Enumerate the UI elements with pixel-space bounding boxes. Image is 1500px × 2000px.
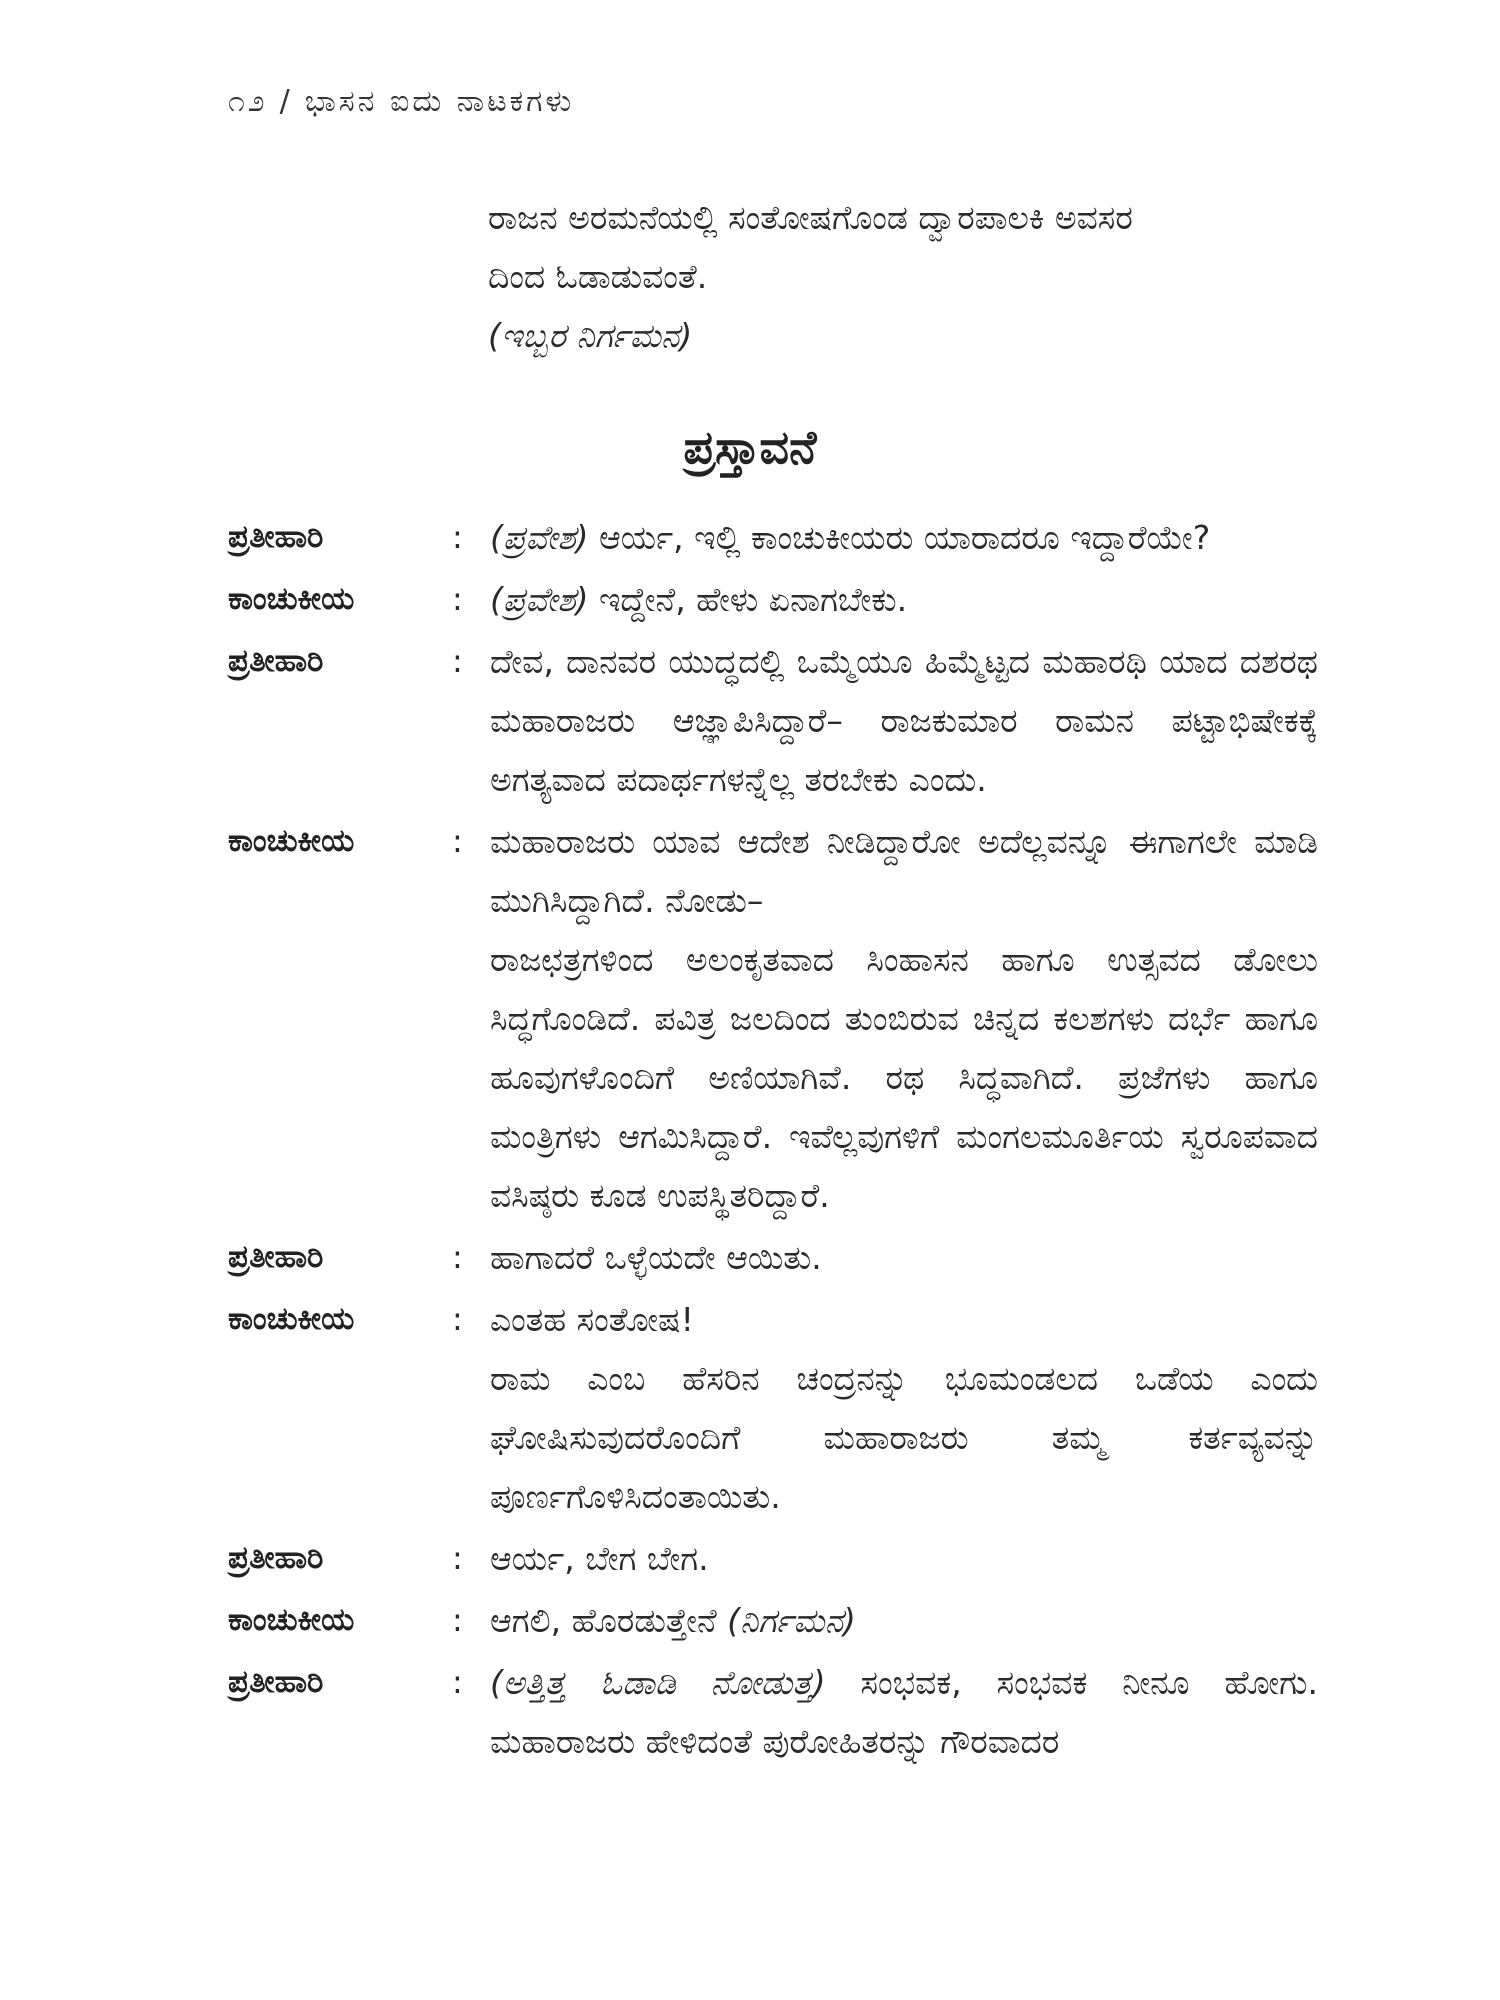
- speech-paragraph: ಮಹಾರಾಜರು ಯಾವ ಆದೇಶ ನೀಡಿದ್ದಾರೋ ಅದೆಲ್ಲವನ್ನೂ ಈಗಾಗಲೇ ಮಾಡಿ ಮುಗಿಸಿದ್ದಾಗಿದೆ. ನೋಡು–: [490, 822, 1318, 920]
- speech-body: ಸಂಭವಕ, ಸಂಭವಕ ನೀನೂ ಹೋಗು. ಮಹಾರಾಜರು ಹೇಳಿದಂತೆ ಪುರೋಹಿತರನ್ನು ಗೌರವಾದರ: [490, 1663, 1318, 1761]
- speaker-colon: :: [452, 822, 463, 860]
- dialogue-entry: [228, 1290, 1318, 1526]
- stage-direction: (ನಿರ್ಗಮನ): [727, 1601, 856, 1640]
- speech-text: ಆರ್ಯ, ಬೇಗ ಬೇಗ.: [490, 1539, 709, 1578]
- speech-text: ಹಾಗಾದರೆ ಒಳ್ಳೆಯದೇ ಆಯಿತು.: [490, 1238, 822, 1277]
- speech-paragraph: ಎಂತಹ ಸಂತೋಷ!: [490, 1300, 694, 1339]
- speaker-colon: :: [452, 518, 463, 556]
- intro-paragraph: [488, 188, 1308, 365]
- speaker-name: ಪ್ರತೀಹಾರಿ: [228, 1239, 324, 1275]
- speech-text: [490, 1290, 1318, 1526]
- speech-text: [490, 1591, 1318, 1650]
- speaker-colon: :: [452, 580, 463, 618]
- speech-text: [490, 1653, 1318, 1771]
- speech-text: ದೇವ, ದಾನವರ ಯುದ್ಧದಲ್ಲಿ ಒಮ್ಮೆಯೂ ಹಿಮ್ಮೆಟ್ಟದ ಮಹಾರಥಿ ಯಾದ ದಶರಥ ಮಹಾರಾಜರು ಆಜ್ಞಾಪಿಸಿದ್ದಾರೆ– ರಾಜಕುಮಾರ ರಾಮನ ಪಟ್ಟಾಭಿಷೇಕಕ್ಕೆ ಅಗತ್ಯವಾದ ಪದಾರ್ಥಗಳನ್ನೆಲ್ಲ ತರಬೇಕು ಎಂದು.: [490, 642, 1318, 799]
- speaker-name: ಕಾಂಚುಕೀಯ: [228, 823, 355, 859]
- stage-direction: (ಪ್ರವೇಶ): [490, 580, 589, 619]
- dialogue-entry: [228, 1591, 1318, 1650]
- speaker-colon: :: [452, 1238, 463, 1276]
- dialogue-entry: [228, 632, 1318, 809]
- speech-text: [490, 570, 1318, 629]
- speaker-name: ಪ್ರತೀಹಾರಿ: [228, 1540, 324, 1576]
- speaker-name: ಕಾಂಚುಕೀಯ: [228, 1602, 355, 1638]
- dialogue-entry: [228, 570, 1318, 629]
- speaker-name: ಕಾಂಚುಕೀಯ: [228, 1301, 355, 1337]
- dialogue-entry: [228, 1529, 1318, 1588]
- dialogue-entry: [228, 1653, 1318, 1771]
- section-title: ಪ್ರಸ್ತಾವನೆ: [683, 420, 817, 474]
- header-separator: /: [279, 84, 293, 119]
- speech-paragraph: ರಾಮ ಎಂಬ ಹೆಸರಿನ ಚಂದ್ರನನ್ನು ಭೂಮಂಡಲದ ಒಡೆಯ ಎಂದು ಘೋಷಿಸುವುದರೊಂದಿಗೆ ಮಹಾರಾಜರು ತಮ್ಮ ಕರ್ತವ್ಯವನ್ನು ಪೂರ್ಣಗೊಳಿಸಿದಂತಾಯಿತು.: [490, 1359, 1318, 1516]
- speaker-colon: :: [452, 1601, 463, 1639]
- dialogue-entry: [228, 1228, 1318, 1287]
- speaker-colon: :: [452, 1539, 463, 1577]
- running-header: [228, 84, 574, 119]
- intro-line: ದಿಂದ ಓಡಾಡುವಂತೆ.: [488, 257, 708, 296]
- dialogue-entry: [228, 508, 1318, 567]
- page-number: ೧೨: [228, 84, 268, 119]
- speaker-name: ಕಾಂಚುಕೀಯ: [228, 581, 355, 617]
- speech-body: ಆಗಲಿ, ಹೊರಡುತ್ತೇನೆ: [490, 1601, 728, 1640]
- speech-text: [490, 812, 1318, 1225]
- speech-paragraph: ರಾಜಛತ್ರಗಳಿಂದ ಅಲಂಕೃತವಾದ ಸಿಂಹಾಸನ ಹಾಗೂ ಉತ್ಸವದ ಡೋಲು ಸಿದ್ಧಗೊಂಡಿದೆ. ಪವಿತ್ರ ಜಲದಿಂದ ತುಂಬಿರುವ ಚಿನ್ನದ ಕಲಶಗಳು ದರ್ಭೆ ಹಾಗೂ ಹೂವುಗಳೊಂದಿಗೆ ಅಣಿಯಾಗಿವೆ. ರಥ ಸಿದ್ಧವಾಗಿದೆ. ಪ್ರಜೆಗಳು ಹಾಗೂ ಮಂತ್ರಿಗಳು ಆಗಮಿಸಿದ್ದಾರೆ. ಇವೆಲ್ಲವುಗಳಿಗೆ ಮಂಗಲಮೂರ್ತಿಯ ಸ್ವರೂಪವಾದ ವಸಿಷ್ಠರು ಕೂಡ ಉಪಸ್ಥಿತರಿದ್ದಾರೆ.: [490, 940, 1318, 1215]
- speaker-colon: :: [452, 1300, 463, 1338]
- dialogue-list: [228, 508, 1318, 1774]
- stage-direction: (ಪ್ರವೇಶ): [490, 518, 589, 557]
- speech-body: ಆರ್ಯ, ಇಲ್ಲಿ ಕಾಂಚುಕೀಯರು ಯಾರಾದರೂ ಇದ್ದಾರೆಯೇ?: [588, 518, 1211, 557]
- speaker-name: ಪ್ರತೀಹಾರಿ: [228, 519, 324, 555]
- speech-text: [490, 508, 1318, 567]
- stage-direction: (ಇಬ್ಬರ ನಿರ್ಗಮನ): [488, 316, 693, 355]
- stage-direction: (ಅತ್ತಿತ್ತ ಓಡಾಡಿ ನೋಡುತ್ತ): [490, 1663, 826, 1702]
- speaker-name: ಪ್ರತೀಹಾರಿ: [228, 1664, 324, 1700]
- speaker-name: ಪ್ರತೀಹಾರಿ: [228, 643, 324, 679]
- dialogue-entry: [228, 812, 1318, 1225]
- speaker-colon: :: [452, 642, 463, 680]
- intro-line: ರಾಜನ ಅರಮನೆಯಲ್ಲಿ ಸಂತೋಷಗೊಂಡ ದ್ವಾರಪಾಲಕಿ ಅವಸರ: [488, 198, 1133, 237]
- speaker-colon: :: [452, 1663, 463, 1701]
- book-title: ಭಾಸನ ಐದು ನಾಟಕಗಳು: [304, 84, 575, 119]
- speech-body: ಇದ್ದೇನೆ, ಹೇಳು ಏನಾಗಬೇಕು.: [588, 580, 908, 619]
